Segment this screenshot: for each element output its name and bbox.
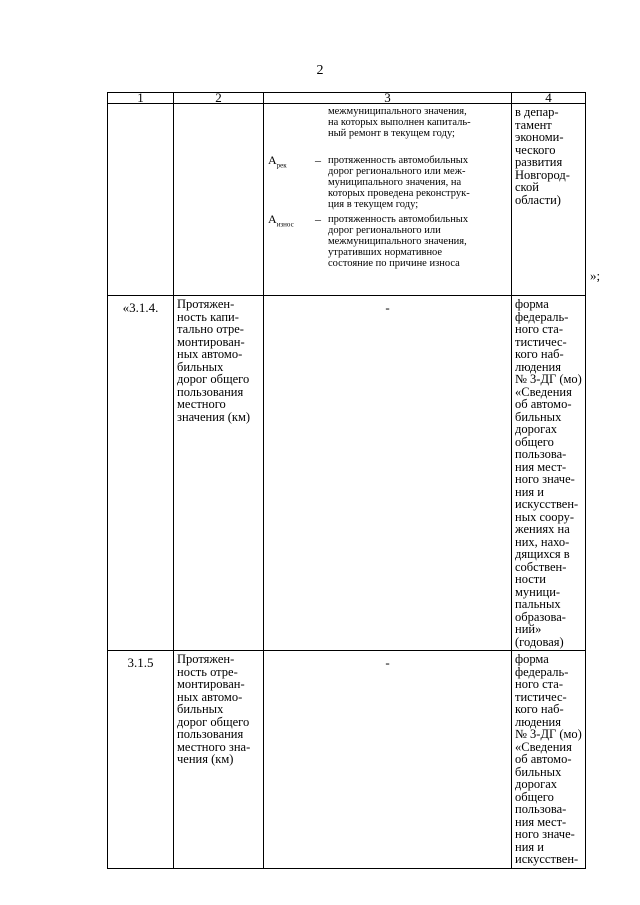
source-text: в депар- тамент экономи- ческого развития Новгород- ской области) [515, 105, 570, 207]
indicator-name: Протяжен- ность отре- монтирован- ных автомо- бильных дорог общего пользования местного зна- чения (км) [177, 652, 251, 766]
formula-dash: - [385, 300, 390, 315]
source-text: форма федераль- ного ста- тистичес- кого наб- людения № 3-ДГ (мо) «Сведения об автомо- бильных дорогах общего пользова- ния мест- ного значе- ния и искусствен- ных соору- жениях на них, нахо- дящихся в собствен- ности муници- пальных образова- ний» (годовая) [515, 297, 582, 649]
row-source-cell [512, 296, 586, 651]
table-row [108, 296, 586, 651]
row-formula-cell [264, 296, 512, 651]
formula-dash: - [385, 655, 390, 670]
row-formula-cell [264, 651, 512, 869]
formula-definition [264, 155, 507, 210]
header-col-1: 1 [108, 93, 174, 104]
row-name-cell [174, 651, 264, 869]
formula-symbol: $A_{рек}$ [268, 153, 287, 170]
formula-dash: – [315, 212, 321, 226]
continued-source-cell [512, 104, 586, 296]
header-col-3: 3 [264, 93, 512, 104]
continued-name-cell [174, 104, 264, 296]
formula-definition-text: протяженность автомобильных дорог регионального или межмуниципального значения, утративших нормативное состояние по причине износа [328, 214, 469, 269]
continued-formula-cell [264, 104, 512, 296]
row-source-cell [512, 651, 586, 869]
formula-symbol: $A_{износ}$ [268, 212, 294, 229]
indicator-code: 3.1.5 [127, 655, 154, 670]
continued-row [108, 104, 586, 296]
closing-quote-mark: »; [590, 268, 601, 283]
row-code-cell [108, 296, 174, 651]
source-text: форма федераль- ного ста- тистичес- кого наб- людения № 3-ДГ (мо) «Сведения об автомо- бильных дорогах общего пользова- ния мест- ного значе- ния и искусствен- [515, 652, 582, 866]
formula-continued-text: межмуниципального значения, на которых выполнен капиталь- ный ремонт в текущем году; [328, 106, 471, 139]
formula-definition [264, 214, 507, 269]
header-col-2: 2 [174, 93, 264, 104]
continued-code-cell [108, 104, 174, 296]
formula-dash: – [315, 153, 321, 167]
page-number: 2 [316, 63, 324, 78]
row-name-cell [174, 296, 264, 651]
indicator-code: «3.1.4. [122, 300, 159, 315]
formula-definition-text: протяженность автомобильных дорог регионального или меж- муниципального значения, на которых проведена реконструк- ция в текущем году; [328, 155, 470, 210]
indicator-table [107, 92, 586, 869]
table-row [108, 651, 586, 869]
header-row [108, 93, 586, 104]
row-code-cell [108, 651, 174, 869]
indicator-name: Протяжен- ность капи- тально отре- монтирован- ных автомо- бильных дорог общего пользования местного значения (км) [177, 297, 251, 424]
header-col-4: 4 [512, 93, 586, 104]
